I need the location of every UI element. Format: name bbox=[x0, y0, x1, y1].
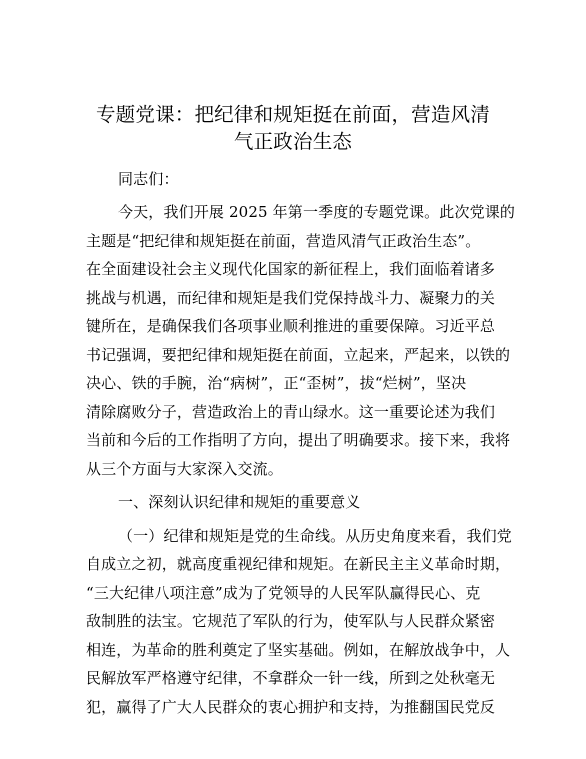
title-line: 气正政治生态 bbox=[233, 130, 353, 153]
paragraph-line: 当前和今后的工作指明了方向，提出了明确要求。接下来，我将 bbox=[86, 431, 511, 449]
paragraph-line: 主题是“把纪律和规矩挺在前面，营造风清气正政治生态”。 bbox=[86, 232, 481, 250]
paragraph-line: 清除腐败分子，营造政治上的青山绿水。这一重要论述为我们 bbox=[86, 403, 496, 421]
paragraph-line: 自成立之初，就高度重视纪律和规矩。在新民主主义革命时期， bbox=[86, 555, 511, 573]
paragraph-line: （一）纪律和规矩是党的生命线。从历史角度来看，我们党 bbox=[118, 527, 512, 545]
paragraph-line: 民解放军严格遵守纪律，不拿群众一针一线，所到之处秋毫无 bbox=[86, 669, 496, 687]
salutation: 同志们： bbox=[118, 170, 179, 188]
paragraph-line: 书记强调，要把纪律和规矩挺在前面，立起来，严起来，以铁的 bbox=[86, 346, 511, 364]
paragraph-line: 挑战与机遇，而纪律和规矩是我们党保持战斗力、凝聚力的关 bbox=[86, 289, 496, 307]
paragraph-line: 敌制胜的法宝。它规范了军队的行为，使军队与人民群众紧密 bbox=[86, 612, 496, 630]
paragraph-line: 相连，为革命的胜利奠定了坚实基础。例如，在解放战争中，人 bbox=[86, 641, 511, 659]
paragraph-line: 今天，我们开展 2025 年第一季度的专题党课。此次党课的 bbox=[118, 203, 516, 221]
paragraph-line: 在全面建设社会主义现代化国家的新征程上，我们面临着诸多 bbox=[86, 260, 496, 278]
paragraph-line: 决心、铁的手腕，治“病树”，正“歪树”，拔“烂树”，坚决 bbox=[86, 374, 467, 392]
paragraph-line: 键所在，是确保我们各项事业顺利推进的重要保障。习近平总 bbox=[86, 317, 496, 335]
paragraph-line: 从三个方面与大家深入交流。 bbox=[86, 460, 283, 478]
document-title bbox=[70, 101, 516, 155]
title-line: 专题党课：把纪律和规矩挺在前面，营造风清 bbox=[95, 103, 490, 126]
section-heading: 一、深刻认识纪律和规矩的重要意义 bbox=[118, 493, 361, 511]
paragraph-line: “三大纪律八项注意”成为了党领导的人民军队赢得民心、克 bbox=[86, 584, 481, 602]
paragraph-line: 犯，赢得了广大人民群众的衷心拥护和支持，为推翻国民党反 bbox=[86, 698, 496, 716]
